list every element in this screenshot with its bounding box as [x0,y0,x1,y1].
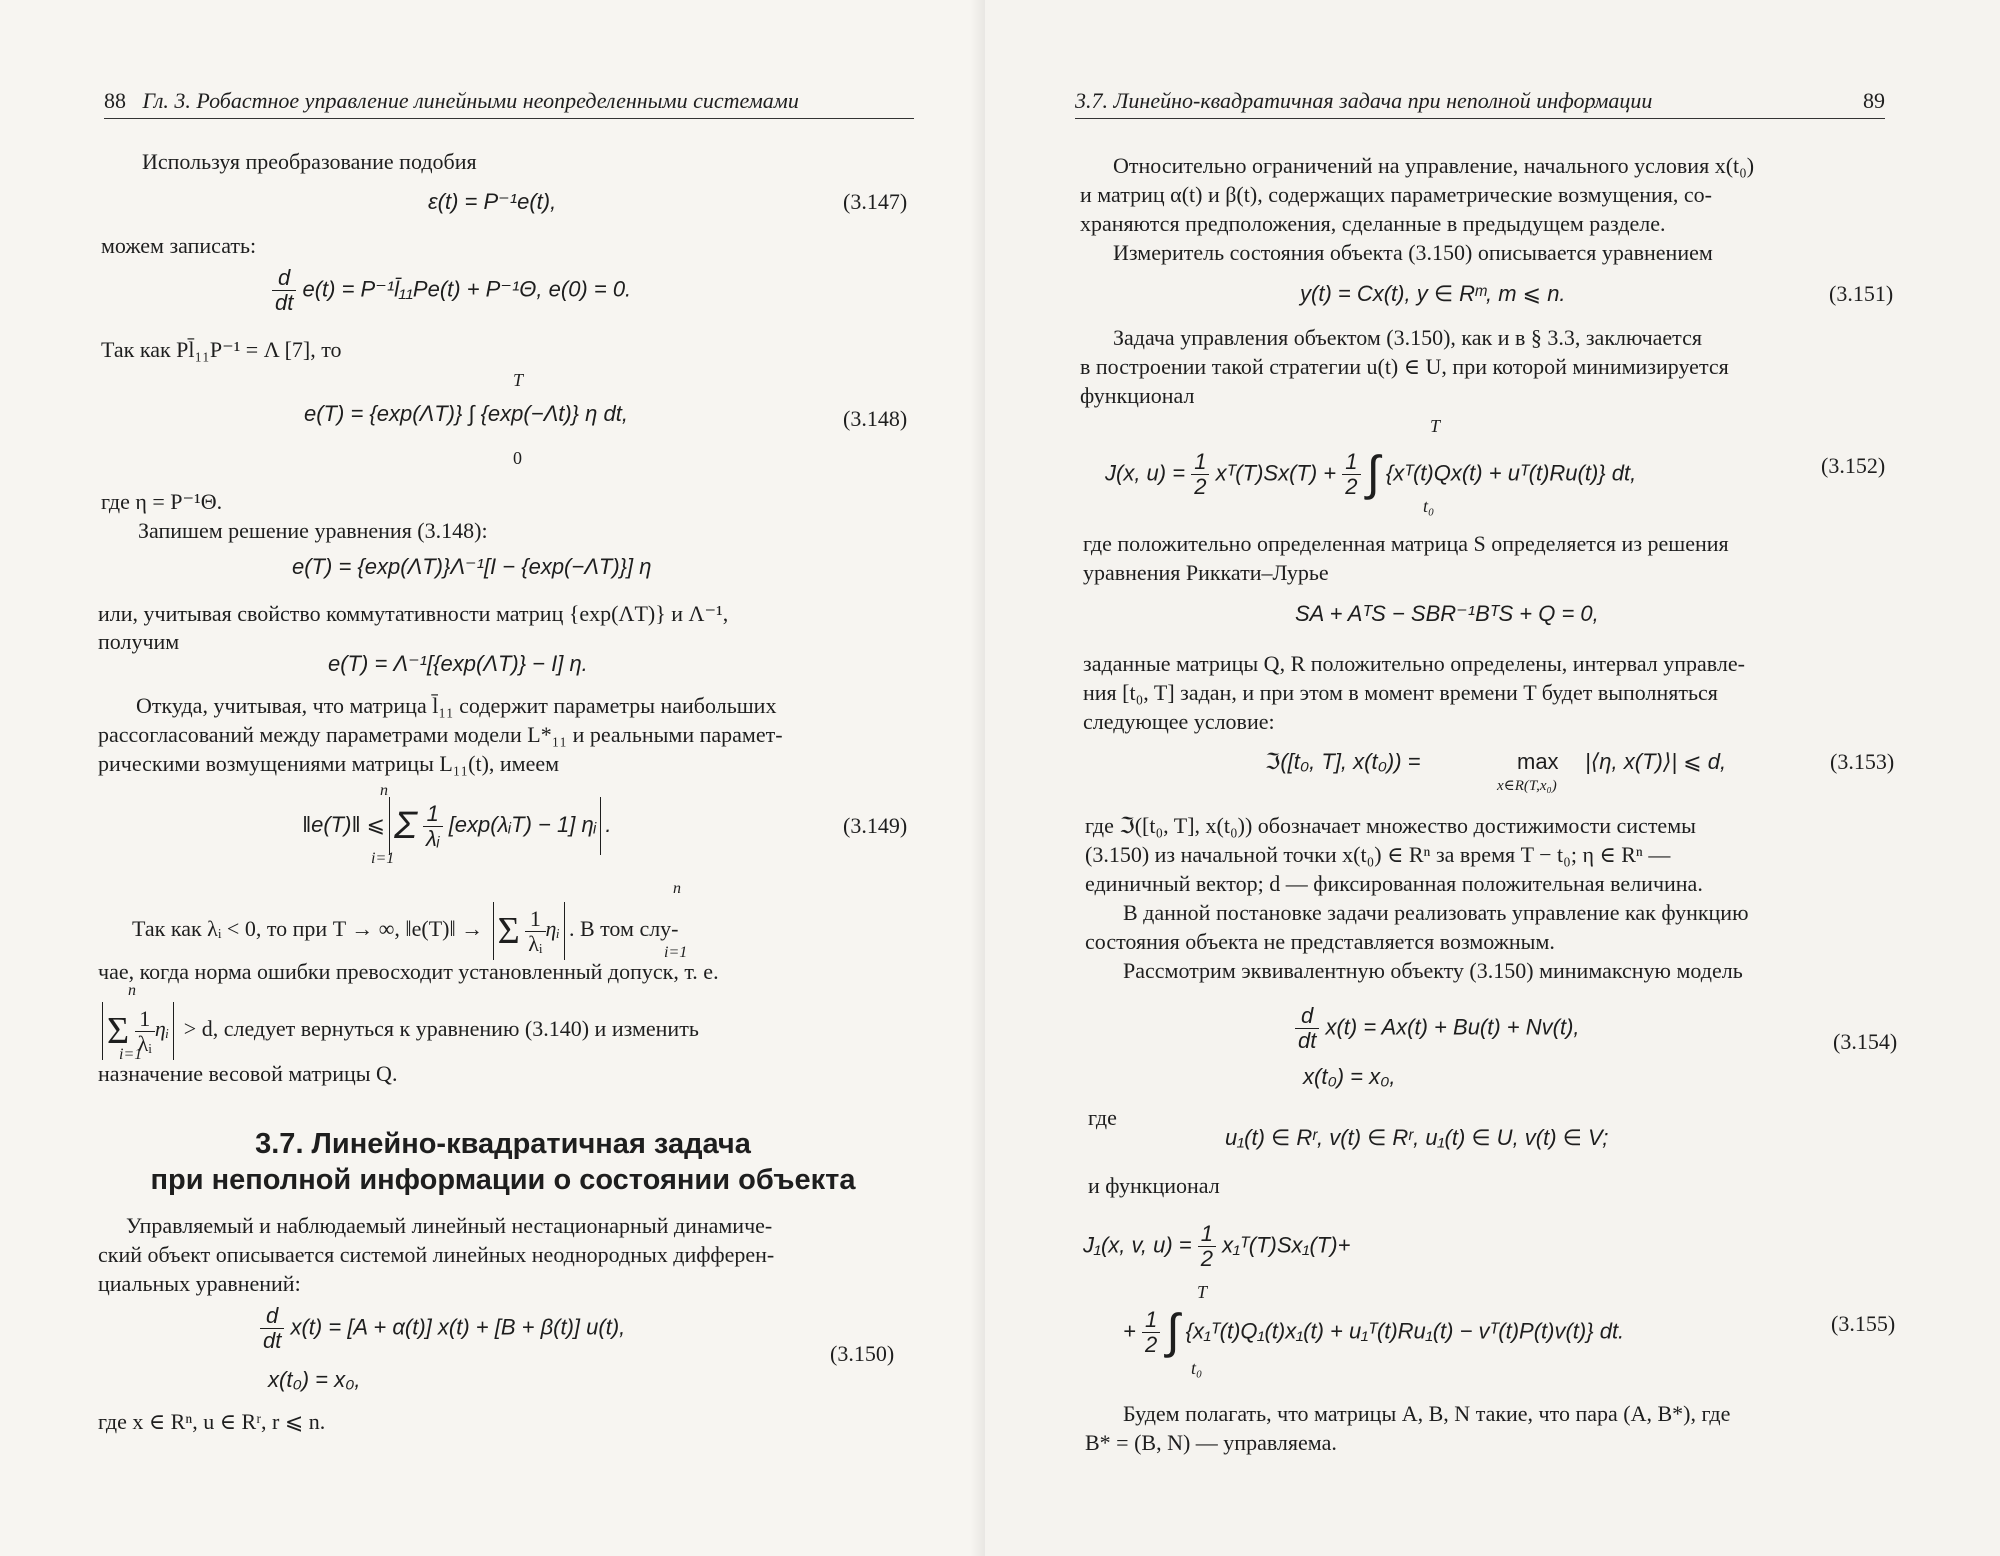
text-line: где [1088,1105,1117,1130]
right-page-number: 89 [1863,88,1885,113]
section-subtitle: при неполной информации о состоянии объекта [150,1164,856,1196]
text-line: ния [t₀, T] задан, и при этом в момент времени T будет выполняться [1083,680,1718,705]
text-line: или, учитывая свойство коммутативности матриц {exp(ΛT)} и Λ⁻¹, [98,601,729,626]
equation-number: (3.151) [1829,281,1894,306]
equation-number: (3.154) [1833,1029,1898,1054]
text-line: состояния объекта не представляется возможным. [1085,929,1555,954]
text-line: ский объект описывается системой линейных неоднородных дифферен- [98,1242,775,1267]
equation-3-153-rhs: |⟨η, x(T)⟩| ⩽ d, [1585,749,1727,774]
text-line: Откуда, учитывая, что матрица l̄₁₁ содержит параметры наибольших [136,693,777,718]
text-line: заданные матрицы Q, R положительно определены, интервал управле- [1083,651,1745,676]
text-line: где ℑ([t₀, T], x(t₀)) обозначает множество достижимости системы [1085,813,1696,838]
equation-riccati: SA + AᵀS − SBR⁻¹BᵀS + Q = 0, [1295,601,1599,626]
text-line: уравнения Риккати–Лурье [1083,560,1329,585]
equation-3-147: ε(t) = P⁻¹e(t), [428,189,557,214]
text-line: B* = (B, N) — управляема. [1085,1430,1337,1455]
right-running-title: 3.7. Линейно-квадратичная задача при неполной информации [1075,88,1653,113]
equation-number: (3.147) [843,189,908,214]
equation-3-149: ‖e(T)‖ ⩽ Σ $\frac{1}{\text{λᵢ}}$ [exp(λᵢT) − 1] ηᵢ . [302,797,612,855]
text-line: следующее условие: [1083,709,1275,734]
left-running-head [104,88,914,119]
text-line: где x ∈ Rⁿ, u ∈ Rʳ, r ⩽ n. [98,1409,326,1434]
text-line: Измеритель состояния объекта (3.150) описывается уравнением [1113,240,1713,265]
text-line: где η = P⁻¹Θ. [101,489,223,514]
text-line: и функционал [1088,1173,1220,1198]
text-line: рассогласований между параметрами модели L*₁₁ и реальными парамет- [98,722,783,747]
text-line: чае, когда норма ошибки превосходит установленный допуск, т. е. [98,959,719,984]
equation-result: e(T) = Λ⁻¹[{exp(ΛT)} − I] η. [328,651,588,676]
equation-3-154: $\frac{d}{dt}$ x(t) = Ax(t) + Bu(t) + Nv(t), [1295,1004,1580,1053]
equation-number: (3.149) [843,813,908,838]
text-line: Рассмотрим эквивалентную объекту (3.150) минимаксную модель [1123,958,1743,983]
equation-3-148: e(T) = {exp(ΛT)} ∫ {exp(−Λt)} η dt, [304,401,628,426]
text-line: Запишем решение уравнения (3.148): [138,518,488,543]
equation-number: (3.153) [1830,749,1895,774]
text-line: (3.150) из начальной точки x(t₀) ∈ Rⁿ за время T − t₀; η ∈ Rⁿ — [1085,842,1671,867]
equation-3-155-line1: J₁(x, v, u) = $\frac{1}{2}$ x₁ᵀ(T)Sx₁(T)+ [1083,1221,1351,1271]
text-line: Σ $\frac{1}{\text{λᵢ}}$ ηᵢ > d, следует вернуться к уравнению (3.140) и изменить [98,1002,699,1060]
text-line: где положительно определенная матрица S определяется из решения [1083,531,1729,556]
equation-3-151: y(t) = Cx(t), y ∈ Rᵐ, m ⩽ n. [1300,281,1566,306]
equation-solution: e(T) = {exp(ΛT)}Λ⁻¹[I − {exp(−ΛT)}] η [292,554,652,579]
left-page: 88 Гл. 3. Робастное управление линейными неопределенными системами Используя преобразование подобия ε(t) = P⁻¹e(t), (3.147) можем записать: $\frac{d}{dt}$ e(t) = P⁻¹l̄₁₁Pe(t) + P⁻¹Θ, e(0) = 0. Так как Pl̄₁₁P⁻¹ = Λ [7], то T e(T) = {exp(ΛT)} ∫ {exp(−Λt)} η dt, 0 (3.148) где η = P⁻¹Θ. Запишем решение уравнения (3.148): e(T) = {exp(ΛT)}Λ⁻¹[I − {exp(−ΛT)}] η или, учитывая свойство коммутативности матриц {exp(ΛT)} и Λ⁻¹, получим e(T) = Λ⁻¹[{exp(ΛT)} − I] η. Откуда, учитывая, что матрица l̄₁₁ содержит параметры наибольших рассогласований между параметрами модели L*₁₁ и реальными парамет- рическими возмущениями матрицы L₁₁(t), имеем ‖e(T)‖ ⩽ Σ $\frac{1}{\text{λᵢ}}$ [exp(λᵢT) − 1] ηᵢ . n i=1 (3.149) Так как λᵢ < 0, то при T → ∞, ‖e(T)‖ → Σ $\frac{1}{\text{λᵢ}}$ ηᵢ . В том слу- n i=1 чае, когда норма ошибки превосходит установленный допуск, т. е. Σ $\frac{1}{\text{λᵢ}}$ ηᵢ > d, следует вернуться к уравнению (3.140) и изменить n i=1 назначение весовой матрицы Q. 3.7. Линейно-квадратичная задача при неполной информации о состоянии объекта Управляемый и наблюдаемый линейный нестационарный динамиче- ский объект описывается системой линейных неоднородных дифферен- циальных уравнений: $\frac{d}{dt}$ x(t) = [A + α(t)] x(t) + [B + β(t)] u(t), x(t₀) = x₀, (3.150) где x ∈ Rⁿ, u ∈ Rʳ, r ⩽ n. [0,0,985,1556]
equation-3-152: J(x, u) = $\frac{1}{2}$ xᵀ(T)Sx(T) + $\frac{1}{2}$ ∫ {xᵀ(t)Qx(t) + uᵀ(t)Ru(t)} dt, [1105,447,1637,501]
text-line: в построении такой стратегии u(t) ∈ U, при которой минимизируется [1080,354,1729,379]
left-page-number: 88 [104,88,126,113]
left-running-title: Гл. 3. Робастное управление линейными неопределенными системами [142,88,799,113]
text-line: получим [98,629,180,654]
text-line: Используя преобразование подобия [142,149,477,174]
equation-sets: u₁(t) ∈ Rʳ, v(t) ∈ Rʳ, u₁(t) ∈ U, v(t) ∈ V; [1225,1125,1609,1150]
text-line: и матриц α(t) и β(t), содержащих параметрические возмущения, со- [1080,182,1712,207]
text-line: Будем полагать, что матрицы A, B, N такие, что пара (A, B*), где [1123,1401,1731,1426]
text-line: циальных уравнений: [98,1271,301,1296]
text-line: Относительно ограничений на управление, начального условия x(t₀) [1113,153,1755,178]
text-line: единичный вектор; d — фиксированная положительная величина. [1085,871,1703,896]
text-line: можем записать: [101,233,257,258]
text-line: храняются предположения, сделанные в предыдущем разделе. [1080,211,1666,236]
right-running-head [1075,88,1885,119]
text-line: Так как Pl̄₁₁P⁻¹ = Λ [7], то [101,337,342,362]
right-page: 3.7. Линейно-квадратичная задача при неполной информации 89 Относительно ограничений на управление, начального условия x(t₀) и матриц α(t) и β(t), содержащих параметрические возмущения, со- храняются предположения, сделанные в предыдущем разделе. Измеритель состояния объекта (3.150) описывается уравнением y(t) = Cx(t), y ∈ Rᵐ, m ⩽ n. (3.151) Задача управления объектом (3.150), как и в § 3.3, заключается в построении такой стратегии u(t) ∈ U, при которой минимизируется функционал T J(x, u) = $\frac{1}{2}$ xᵀ(T)Sx(T) + $\frac{1}{2}$ ∫ {xᵀ(t)Qx(t) + uᵀ(t)Ru(t)} dt, t₀ (3.152) где положительно определенная матрица S определяется из решения уравнения Риккати–Лурье SA + AᵀS − SBR⁻¹BᵀS + Q = 0, заданные матрицы Q, R положительно определены, интервал управле- ния [t₀, T] задан, и при этом в момент времени T будет выполняться следующее условие: ℑ([t₀, T], x(t₀)) = max x∈R(T,x₀) |⟨η, x(T)⟩| ⩽ d, (3.153) где ℑ([t₀, T], x(t₀)) обозначает множество достижимости системы (3.150) из начальной точки x(t₀) ∈ Rⁿ за время T − t₀; η ∈ Rⁿ — единичный вектор; d — фиксированная положительная величина. В данной постановке задачи реализовать управление как функцию состояния объекта не представляется возможным. Рассмотрим эквивалентную объекту (3.150) минимаксную модель $\frac{d}{dt}$ x(t) = Ax(t) + Bu(t) + Nv(t), x(t₀) = x₀, (3.154) где u₁(t) ∈ Rʳ, v(t) ∈ Rʳ, u₁(t) ∈ U, v(t) ∈ V; и функционал J₁(x, v, u) = $\frac{1}{2}$ x₁ᵀ(T)Sx₁(T)+ T + $\frac{1}{2}$ ∫ {x₁ᵀ(t)Q₁(t)x₁(t) + u₁ᵀ(t)Ru₁(t) − vᵀ(t)P(t)v(t)} dt. t₀ (3.155) Будем полагать, что матрицы A, B, N такие, что пара (A, B*), где B* = (B, N) — управляема. [985,0,2000,1556]
equation-number: (3.152) [1821,453,1886,478]
equation-de: $\frac{d}{dt}$ e(t) = P⁻¹l̄₁₁Pe(t) + P⁻¹Θ, e(0) = 0. [272,266,631,315]
text-line: Так как λᵢ < 0, то при T → ∞, ‖e(T)‖ → Σ $\frac{1}{\text{λᵢ}}$ ηᵢ . В том слу- [132,902,679,960]
equation-number: (3.155) [1831,1311,1896,1336]
equation-3-150: $\frac{d}{dt}$ x(t) = [A + α(t)] x(t) + [B + β(t)] u(t), [260,1304,625,1353]
text-line: В данной постановке задачи реализовать управление как функцию [1123,900,1749,925]
equation-3-155-line2: + $\frac{1}{2}$ ∫ {x₁ᵀ(t)Q₁(t)x₁(t) + u₁ᵀ(t)Ru₁(t) − vᵀ(t)P(t)v(t)} dt. [1123,1305,1625,1359]
text-line: назначение весовой матрицы Q. [98,1061,398,1086]
equation-3-154-initial: x(t₀) = x₀, [1303,1064,1396,1089]
equation-number: (3.148) [843,406,908,431]
text-line: Управляемый и наблюдаемый линейный нестационарный динамиче- [126,1213,773,1238]
equation-number: (3.150) [830,1341,895,1366]
text-line: Задача управления объектом (3.150), как и в § 3.3, заключается [1113,325,1702,350]
equation-3-153-max: max [1517,749,1559,774]
equation-3-153-lhs: ℑ([t₀, T], x(t₀)) = [1265,749,1421,774]
text-line: рическими возмущениями матрицы L₁₁(t), имеем [98,751,560,776]
text-line: функционал [1080,383,1195,408]
section-title: 3.7. Линейно-квадратичная задача [255,1128,751,1160]
equation-3-150-initial: x(t₀) = x₀, [268,1367,361,1392]
